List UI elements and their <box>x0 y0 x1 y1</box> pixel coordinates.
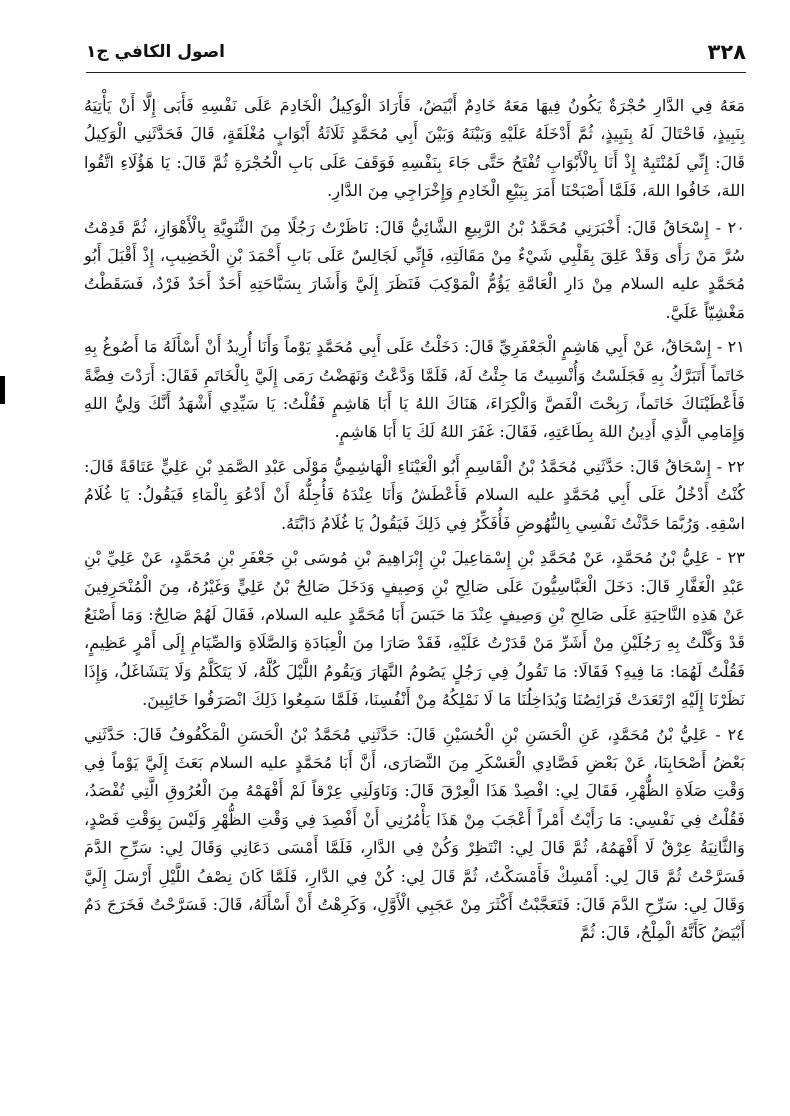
paragraph-continuation: مَعَهُ فِي الدَّارِ حُجْرَةٌ يَكُونُ فِيهَا مَعَهُ خَادِمٌ أَبْيَضُ، فَأَرَادَ الْوَكِيلُ الْخَادِمَ عَلَى نَفْسِهِ فَأَبَى إِلَّا أَنْ يَأْتِيَهُ بِنَبِيذٍ، فَاحْتَالَ لَهُ بِنَبِيذٍ، ثُمَّ أَدْخَلَهُ عَلَيْهِ وَبَيْنَهُ وَبَيْنَ أَبِي مُحَمَّدٍ ثَلَاثَةُ أَبْوَابٍ مُغْلَقَةٍ، قَالَ فَحَدَّثَنِي الْوَكِيلُ قَالَ: إِنِّي لَمُنْتَبِهٌ إِذْ أَنَا بِالْأَبْوَابِ تُفْتَحُ حَتَّى جَاءَ بِنَفْسِهِ فَوَقَفَ عَلَى بَابِ الْحُجْرَةِ ثُمَّ قَالَ: يَا هَؤُلَاءِ اتَّقُوا اللهَ، خَافُوا اللهَ، فَلَمَّا أَصْبَحْنَا أَمَرَ بِبَيْعِ الْخَادِمِ وَإِخْرَاجِي مِنَ الدَّارِ. <box>84 96 745 201</box>
hadith-20: ٢٠ - إِسْحَاقُ قَالَ: أَخْبَرَنِي مُحَمَّدُ بْنُ الرَّبِيعِ الشَّائِيُّ قَالَ: نَاظَرْتُ رَجُلًا مِنَ الثَّنَوِيَّةِ بِالْأَهْوَازِ، ثُمَّ قَدِمْتُ سُرَّ مَنْ رَأَى وَقَدْ عَلِقَ بِقَلْبِي شَيْءٌ مِنْ مَقَالَتِهِ، فَإِنِّي لَجَالِسٌ عَلَى بَابِ أَحْمَدَ بْنِ الْخَضِيبِ، إِذْ أَقْبَلَ أَبُو مُحَمَّدٍ عليه السلام مِنْ دَارِ الْعَامَّةِ يَؤُمُّ الْمَوْكِبَ فَنَظَرَ إِلَيَّ وَأَشَارَ بِسَبَّاحَتِهِ أَحَدٌ أَحَدٌ فَرْدٌ، فَسَقَطْتُ مَغْشِيّاً عَلَيَّ. <box>84 217 745 322</box>
hadith-24: ٢٤ - عَلِيُّ بْنُ مُحَمَّدٍ، عَنِ الْحَسَنِ بْنِ الْحُسَيْنِ قَالَ: حَدَّثَنِي مُحَمَّدُ بْنُ الْحَسَنِ الْمَكْفُوفُ قَالَ: حَدَّثَنِي بَعْضُ أَصْحَابِنَا، عَنْ بَعْضِ فَصَّادِي الْعَسْكَرِ مِنَ النَّصَارَى، أَنَّ أَبَا مُحَمَّدٍ عليه السلام بَعَثَ إِلَيَّ يَوْماً فِي وَقْتِ صَلَاةِ الظُّهْرِ، فَقَالَ لِي: افْصِدْ هَذَا الْعِرْقَ قَالَ: وَنَاوَلَنِي عِرْقاً لَمْ أَفْهَمْهُ مِنَ الْعُرُوقِ الَّتِي تُفْصَدُ، فَقُلْتُ فِي نَفْسِي: مَا رَأَيْتُ أَمْراً أَعْجَبَ مِنْ هَذَا يَأْمُرُنِي أَنْ أَفْصِدَ فِي وَقْتِ الظُّهْرِ وَلَيْسَ بِوَقْتِ فَصْدٍ، وَالثَّانِيَةُ عِرْقٌ لَا أَفْهَمُهُ، ثُمَّ قَالَ لِي: انْتَظِرْ وَكُنْ فِي الدَّارِ، فَلَمَّا أَمْسَى دَعَانِي وَقَالَ لِي: سَرِّحِ الدَّمَ فَسَرَّحْتُ ثُمَّ قَالَ لِي: أَمْسِكْ فَأَمْسَكْتُ، ثُمَّ قَالَ لِي: كُنْ فِي الدَّارِ، فَلَمَّا كَانَ نِصْفُ اللَّيْلِ أَرْسَلَ إِلَيَّ وَقَالَ لِي: سَرِّحِ الدَّمَ قَالَ: فَتَعَجَّبْتُ أَكْثَرَ مِنْ عَجَبِي الْأَوَّلِ، وَكَرِهْتُ أَنْ أَسْأَلَهُ، قَالَ: فَسَرَّحْتُ فَخَرَجَ دَمٌ أَبْيَضُ كَأَنَّهُ الْمِلْحُ، قَالَ: ثُمَّ <box>84 724 745 943</box>
running-title: اصول الكافي ج١ <box>86 42 225 62</box>
margin-mark <box>0 376 5 404</box>
hadith-23: ٢٣ - عَلِيُّ بْنُ مُحَمَّدٍ، عَنْ مُحَمَّدِ بْنِ إِسْمَاعِيلَ بْنِ إِبْرَاهِيمَ بْنِ مُوسَى بْنِ جَعْفَرِ بْنِ مُحَمَّدٍ، عَنْ عَلِيِّ بْنِ عَبْدِ الْغَفَّارِ قَالَ: دَخَلَ الْعَبَّاسِيُّونَ عَلَى صَالِحِ بْنِ وَصِيفٍ وَدَخَلَ صَالِحُ بْنُ عَلِيٍّ وَغَيْرُهُ، مِنَ الْمُنْحَرِفِينَ عَنْ هَذِهِ النَّاحِيَةِ عَلَى صَالِحِ بْنِ وَصِيفٍ عِنْدَ مَا حَبَسَ أَبَا مُحَمَّدٍ عليه السلام، فَقَالَ لَهُمْ صَالِحٌ: وَمَا أَصْنَعُ قَدْ وَكَّلْتُ بِهِ رَجُلَيْنِ مِنْ أَشَرِّ مَنْ قَدَرْتُ عَلَيْهِ، فَقَدْ صَارَا مِنَ الْعِبَادَةِ وَالصَّلَاةِ وَالصِّيَامِ إِلَى أَمْرٍ عَظِيمٍ، فَقُلْتُ لَهُمَا: مَا فِيهِ؟ فَقَالَا: مَا تَقُولُ فِي رَجُلٍ يَصُومُ النَّهَارَ وَيَقُومُ اللَّيْلَ كُلَّهُ، لَا يَتَكَلَّمُ وَلَا يَتَشَاغَلُ، وَإِذَا نَظَرْنَا إِلَيْهِ ارْتَعَدَتْ فَرَائِصُنَا وَيُدَاخِلُنَا مَا لَا نَمْلِكُهُ مِنْ أَنْفُسِنَا، فَلَمَّا سَمِعُوا ذَلِكَ انْصَرَفُوا خَائِبِينَ. <box>84 548 745 710</box>
page-number: ٣٢٨ <box>707 40 746 64</box>
page-header <box>86 32 746 73</box>
hadith-22: ٢٢ - إِسْحَاقُ قَالَ: حَدَّثَنِي مُحَمَّدُ بْنُ الْقَاسِمِ أَبُو الْعَيْنَاءِ الْهَاشِمِيُّ مَوْلَى عَبْدِ الصَّمَدِ بْنِ عَلِيٍّ عَتَاقَةً قَالَ: كُنْتُ أَدْخُلُ عَلَى أَبِي مُحَمَّدٍ عليه السلام فَأَعْطَشُ وَأَنَا عِنْدَهُ فَأُجِلُّهُ أَنْ أَدْعُوَ بِالْمَاءِ فَيَقُولُ: يَا غُلَامُ اسْقِهِ. وَرُبَّمَا حَدَّثْتُ نَفْسِي بِالنُّهُوضِ فَأُفَكِّرُ فِي ذَلِكَ فَيَقُولُ يَا غُلَامُ دَابَّتَهُ. <box>84 456 745 533</box>
hadith-21: ٢١ - إِسْحَاقُ، عَنْ أَبِي هَاشِمٍ الْجَعْفَرِيِّ قَالَ: دَخَلْتُ عَلَى أَبِي مُحَمَّدٍ يَوْماً وَأَنَا أُرِيدُ أَنْ أَسْأَلَهُ مَا أَصُوغُ بِهِ خَاتَماً أَتَبَرَّكُ بِهِ فَجَلَسْتُ وَأُنْسِيتُ مَا جِئْتُ لَهُ، فَلَمَّا وَدَّعْتُ وَنَهَضْتُ رَمَى إِلَيَّ بِالْخَاتَمِ فَقَالَ: أَرَدْتَ فِضَّةً فَأَعْطَيْنَاكَ خَاتَماً، رَبِحْتَ الْفَصَّ وَالْكِرَاءَ، هَنَاكَ اللهُ يَا أَبَا هَاشِمٍ فَقُلْتُ: يَا سَيِّدِي أَشْهَدُ أَنَّكَ وَلِيُّ اللهِ وَإِمَامِي الَّذِي أَدِينُ اللهَ بِطَاعَتِهِ، فَقَالَ: غَفَرَ اللهُ لَكَ يَا أَبَا هَاشِمٍ. <box>84 337 745 442</box>
text-body <box>84 92 745 1116</box>
